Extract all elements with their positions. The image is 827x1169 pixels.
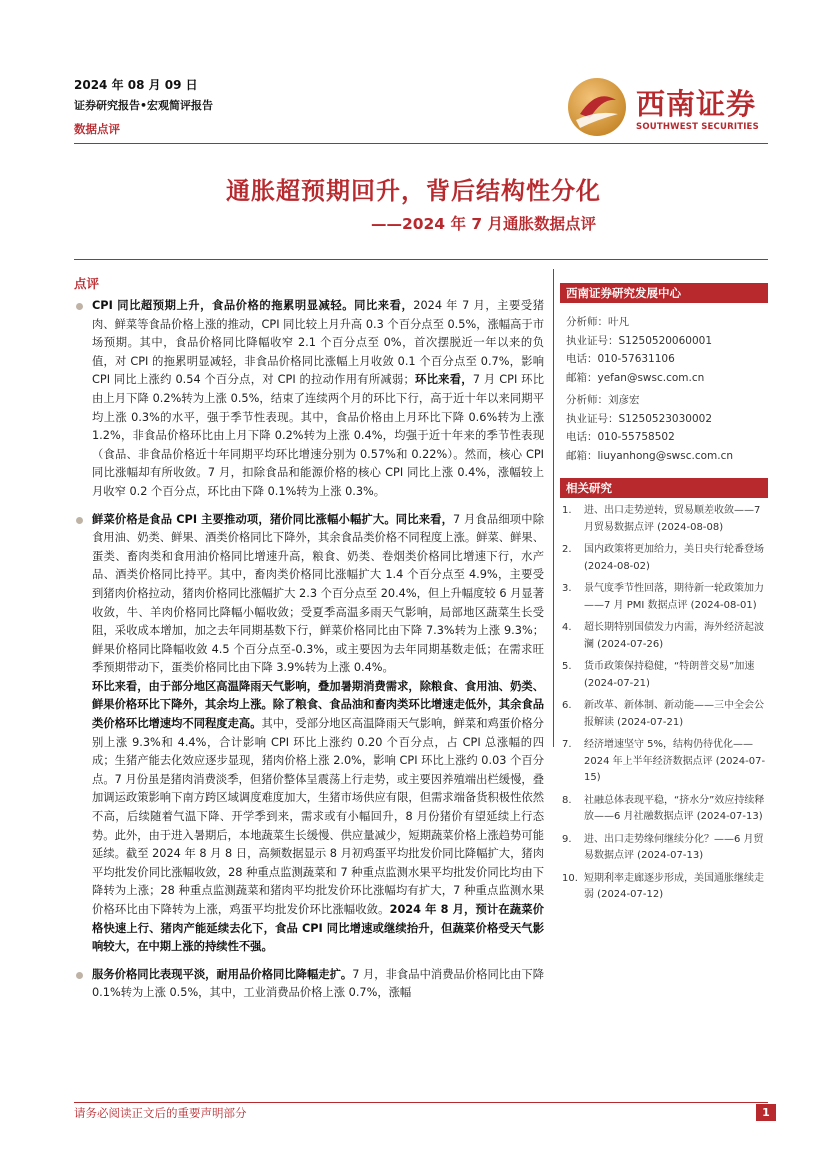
list-item[interactable]: 2. 国内政策将更加给力，美日央行轮番登场 (2024-08-02) [562, 544, 764, 572]
analyst-license: 执业证号：S1250520060001 [566, 334, 713, 347]
page-subtitle: ——2024 年 7 月通胀数据点评 [370, 215, 597, 233]
body-text [74, 297, 544, 1012]
analyst-card-2 [566, 391, 733, 465]
page-number: 1 [756, 1104, 776, 1121]
list-item[interactable]: 8. 社融总体表现平稳，“挤水分”效应持续释放——6 月社融数据点评 (2024-07-13) [562, 794, 765, 822]
company-logo [566, 76, 766, 138]
header-divider [74, 143, 768, 144]
bullet-icon [76, 972, 83, 979]
analyst-name: 分析师：刘彦宏 [566, 394, 640, 406]
related-research-list [562, 503, 772, 910]
disclaimer-note: 请务必阅读正文后的重要声明部分 [74, 1106, 247, 1120]
bullet-icon [76, 303, 83, 310]
paragraph-food-mom: 环比来看，由于部分地区高温降雨天气影响，叠加暑期消费需求，除粮食、食用油、奶类、鲜果价格环比下降外，其余均上涨。除了粮食、食品油和畜肉类环比增速走低外，其余食品类价格环比增速均不同程度走高。其中，受部分地区高温降雨天气影响，鲜菜和鸡蛋价格分别上涨 9.3%和 4.4%，合计影响 CPI 环比上涨约 0.20 个百分点，占 CPI 总涨幅的四成；生猪产能去化效应逐步显现，猪肉价格上涨 2.0%，影响 CPI 环比上涨约 0.03 个百分点。7 月份虽是猪肉消费淡季，但猪价整体呈震荡上行走势，或主要因养殖端出栏缓慢，叠加调运政策影响下南方跨区域调度难度加大，生猪市场供应有限，但需求端备货积极性依然不高，后续随着气温下降、开学季到来，需求或有小幅回升，8 月份猪价有望延续上行态势。此外，由于进入暑期后，本地蔬菜生长缓慢、供应量减少，短期蔬菜价格上涨趋势可能延续。截至 2024 年 8 月 8 日，高频数据显示 8 月初鸡蛋平均批发价同比降幅扩大，猪肉平均批发价同比涨幅收敛，28 种重点监测蔬菜和 7 种重点监测水果平均批发价同比均由下降转为上涨；28 种重点监测蔬菜和猪肉平均批发价环比涨幅均有扩大，7 种重点监测水果价格环比由下降转为上涨，鸡蛋平均批发价环比涨幅收敛。2024 年 8 月，预计在蔬菜价格快速上行、猪肉产能延续去化下，食品 CPI 同比增速或继续抬升，但蔬菜价格受天气影响较大，在中期上涨的持续性不强。 [92, 679, 544, 954]
title-divider [74, 259, 768, 260]
analyst-license: 执业证号：S1250523030002 [566, 412, 713, 425]
analyst-phone: 电话：010-55758502 [566, 431, 675, 443]
analyst-phone: 电话：010-57631106 [566, 353, 675, 365]
paragraph-services: 服务价格同比表现平淡，耐用品价格同比降幅走扩。7 月，非食品中消费品价格同比由下降 0.1%转为上涨 0.5%，其中，工业消费品价格上涨 0.7%，涨幅 [74, 966, 544, 1003]
report-category: 数据点评 [74, 122, 120, 136]
list-item[interactable]: 10. 短期利率走廊逐步形成，美国通胀继续走弱 (2024-07-12) [562, 872, 764, 900]
logo-name-en: SOUTHWEST SECURITIES [636, 122, 759, 132]
list-item[interactable]: 3. 景气度季节性回落，期待新一轮政策加力——7 月 PMI 数据点评 (2024-08-01) [562, 583, 764, 611]
paragraph-cpi: CPI 同比超预期上升，食品价格的拖累明显减轻。同比来看，2024 年 7 月，主要受猪肉、鲜菜等食品价格上涨的推动，CPI 同比较上月升高 0.3 个百分点至 0.5%，涨幅高于市场预期。其中，食品价格同比降幅收窄 2.1 个百分点至 0%，首次摆脱近一年以来的负值，对 CPI 的拖累明显减轻，非食品价格同比涨幅上月收敛 0.1 个百分点至 0.7%，影响 CPI 同比上涨约 0.54 个百分点，对 CPI 的拉动作用有所减弱；环比来看，7 月 CPI 环比由上月下降 0.2%转为上涨 0.5%，结束了连续两个月的环比下行，高于近十年以来同期平均上涨 0.3%的水平，强于季节性表现。其中，食品价格由上月环比下降 0.6%转为上涨 1.2%，非食品价格环比由上月下降 0.2%转为上涨 0.4%，均强于近十年来的季节性表现（食品、非食品价格近十年同期平均环比增速分别为 0.57%和 0.22%）。然而，核心 CPI 同比涨幅却有所收敛。7 月，扣除食品和能源价格的核心 CPI 同比上涨 0.4%，涨幅较上月收窄 0.2 个百分点，环比由下降 0.1%转为上涨 0.3%。 [74, 297, 544, 502]
list-item[interactable]: 6. 新改革、新体制、新动能——三中全会公报解读 (2024-07-21) [562, 700, 764, 728]
footer-divider [74, 1102, 768, 1103]
page-title: 通胀超预期回升，背后结构性分化 [226, 177, 601, 205]
logo-emblem-icon [566, 76, 628, 138]
analyst-email[interactable]: 邮箱：liuyanhong@swsc.com.cn [566, 449, 734, 462]
list-item[interactable]: 1. 进、出口走势逆转，贸易顺差收敛——7 月贸易数据点评 (2024-08-08) [562, 505, 761, 533]
list-item[interactable]: 7. 经济增速坚守 5%，结构仍待优化——2024 年上半年经济数据点评 (2024-07-15) [562, 739, 766, 783]
analyst-name: 分析师：叶凡 [566, 316, 629, 328]
related-research-header: 相关研究 [560, 478, 768, 498]
report-type: 证券研究报告•宏观简评报告 [74, 99, 214, 112]
list-item[interactable]: 4. 超长期特别国债发力内需，海外经济起波澜 (2024-07-26) [562, 622, 764, 650]
report-date: 2024 年 08 月 09 日 [74, 78, 198, 92]
research-center-header: 西南证券研究发展中心 [560, 283, 768, 303]
list-item[interactable]: 9. 进、出口走势缘何继续分化？——6 月贸易数据点评 (2024-07-13) [562, 833, 764, 861]
analyst-email[interactable]: 邮箱：yefan@swsc.com.cn [566, 371, 705, 384]
section-label: 点评 [74, 276, 100, 291]
paragraph-food: 鲜菜价格是食品 CPI 主要推动项，猪价同比涨幅小幅扩大。同比来看，7 月食品细项中除食用油、奶类、鲜果、酒类价格同比下降外，其余食品类价格不同程度上涨。鲜菜、鲜果、蛋类、畜肉类和食用油价格同比增速升高，粮食、奶类、卷烟类价格同比增速下行，水产品、酒类价格同比持平。其中，畜肉类价格同比涨幅扩大 1.4 个百分点至 4.9%，主要受到猪肉价格拉动，猪肉价格同比涨幅扩大 2.3 个百分点至 20.4%，但上升幅度较 6 月显著收敛，牛、羊肉价格同比降幅小幅收敛；受夏季高温多雨天气影响，局部地区蔬菜生长受阻，采收成本增加，加之去年同期基数下行，鲜菜价格同比由下降 7.3%转为上涨 9.3%；鲜果价格同比降幅收敛 4.5 个百分点至-0.3%，或主要因为去年同期基数走低；在需求旺季预期带动下，蛋类价格同比由下降 3.9%转为上涨 0.4%。 [74, 511, 544, 678]
analyst-card-1 [566, 313, 712, 387]
sidebar-divider [553, 269, 554, 747]
bullet-icon [76, 517, 83, 524]
list-item[interactable]: 5. 货币政策保持稳健，“特朗普交易”加速 (2024-07-21) [562, 661, 755, 689]
logo-name-cn: 西南证券 [636, 87, 757, 121]
